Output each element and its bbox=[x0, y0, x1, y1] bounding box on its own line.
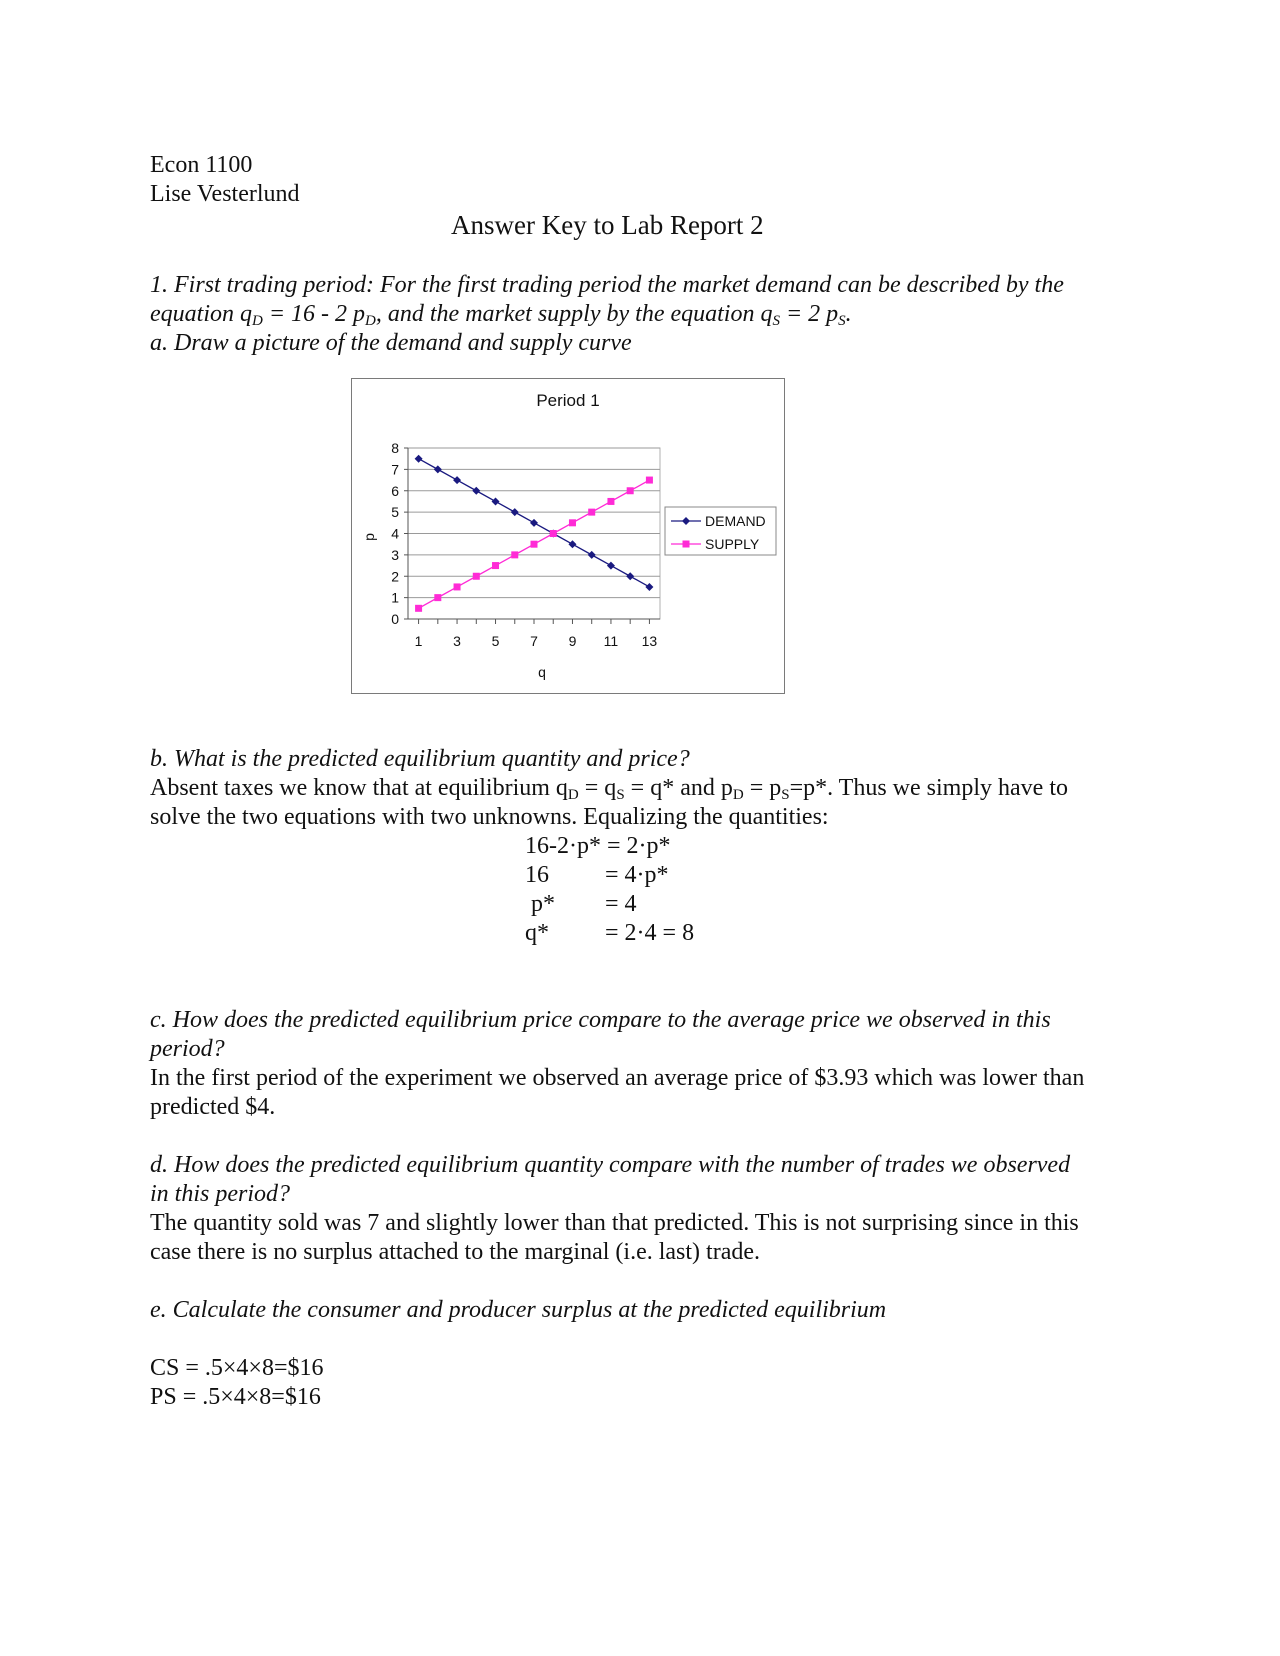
course-name: Econ 1100 bbox=[150, 152, 253, 178]
y-tick-label-3: 3 bbox=[391, 546, 399, 563]
supply-point bbox=[492, 562, 499, 569]
period-1-chart bbox=[351, 378, 785, 694]
supply-point bbox=[473, 573, 480, 580]
supply-point bbox=[607, 498, 614, 505]
part-d-answer-line1: The quantity sold was 7 and slightly lower than that predicted. This is not surprising since in this bbox=[150, 1210, 1079, 1236]
part-a-question: a. Draw a picture of the demand and supply curve bbox=[150, 330, 632, 356]
part-b-answer-line2: solve the two equations with two unknowns. Equalizing the quantities: bbox=[150, 804, 829, 830]
part-e-question: e. Calculate the consumer and producer surplus at the predicted equilibrium bbox=[150, 1297, 887, 1323]
supply-point bbox=[550, 530, 557, 537]
equation-line-4-left: q* bbox=[525, 920, 549, 946]
chart-legend bbox=[665, 507, 776, 555]
part-d-question-line1: d. How does the predicted equilibrium quantity compare with the number of trades we observed bbox=[150, 1152, 1071, 1178]
part-b-question: b. What is the predicted equilibrium quantity and price? bbox=[150, 746, 690, 772]
part-c-answer-line1: In the first period of the experiment we observed an average price of $3.93 which was lower than bbox=[150, 1065, 1085, 1091]
equation-line-2-right: = 4·p* bbox=[605, 862, 669, 888]
supply-point bbox=[434, 594, 441, 601]
equation-line-3-right: = 4 bbox=[605, 891, 637, 917]
supply-point bbox=[588, 509, 595, 516]
legend-supply-marker bbox=[683, 541, 690, 548]
supply-point bbox=[454, 583, 461, 590]
part-c-question-line2: period? bbox=[150, 1036, 225, 1062]
x-axis-label: q bbox=[538, 664, 546, 680]
x-tick-label-9: 9 bbox=[568, 633, 577, 649]
part-b-answer-line1: Absent taxes we know that at equilibrium $q_D = q_S = q*$ and $p_D = p_S=p*$. Thus we simply have to bbox=[150, 775, 1068, 803]
supply-point bbox=[569, 519, 576, 526]
supply-point bbox=[511, 551, 518, 558]
chart-title: Period 1 bbox=[536, 391, 600, 410]
y-tick-label-8: 8 bbox=[391, 440, 399, 456]
supply-point bbox=[646, 477, 653, 484]
supply-point bbox=[415, 605, 422, 612]
equation-line-3-left: p* bbox=[531, 891, 555, 917]
legend-supply-label: SUPPLY bbox=[705, 536, 760, 552]
y-tick-label-2: 2 bbox=[391, 568, 399, 585]
y-tick-label-1: 1 bbox=[391, 589, 399, 606]
x-tick-label-3: 3 bbox=[453, 633, 461, 649]
equation-line-4-right: = 2·4 = 8 bbox=[605, 920, 695, 946]
page-title: Answer Key to Lab Report 2 bbox=[451, 210, 764, 240]
y-tick-label-7: 7 bbox=[391, 461, 399, 478]
part-d-answer-line2: case there is no surplus attached to the marginal (i.e. last) trade. bbox=[150, 1239, 761, 1265]
part-d-question-line2: in this period? bbox=[150, 1181, 291, 1207]
part-c-answer-line2: predicted $4. bbox=[150, 1094, 276, 1120]
x-tick-label-11: 11 bbox=[603, 633, 619, 649]
q1-intro-line2: equation $q_D = 16 - 2$ $p_D$, and the market supply by the equation $q_S = 2$ $p_S$. bbox=[150, 301, 852, 329]
supply-point bbox=[627, 487, 634, 494]
x-tick-label-1: 1 bbox=[414, 633, 423, 649]
x-tick-label-13: 13 bbox=[641, 633, 658, 649]
x-tick-label-7: 7 bbox=[530, 633, 538, 649]
x-tick-label-5: 5 bbox=[491, 633, 500, 649]
chart-canvas bbox=[352, 379, 784, 693]
equation-line-2-left: 16 bbox=[525, 862, 549, 888]
y-tick-label-5: 5 bbox=[391, 504, 399, 521]
instructor-name: Lise Vesterlund bbox=[150, 181, 300, 207]
part-c-question-line1: c. How does the predicted equilibrium price compare to the average price we observed in this bbox=[150, 1007, 1051, 1033]
y-axis-label: p bbox=[361, 533, 377, 541]
y-tick-label-0: 0 bbox=[391, 611, 399, 627]
q1-intro-line1: 1. First trading period: For the first trading period the market demand can be described by the bbox=[150, 272, 1064, 298]
equation-line-1: 16-2·p* = 2·p* bbox=[525, 833, 671, 859]
y-tick-label-4: 4 bbox=[391, 525, 399, 542]
consumer-surplus: CS = .5×4×8=$16 bbox=[150, 1355, 324, 1381]
legend-demand-label: DEMAND bbox=[705, 513, 766, 529]
producer-surplus: PS = .5×4×8=$16 bbox=[150, 1384, 321, 1410]
y-tick-label-6: 6 bbox=[391, 482, 399, 499]
supply-point bbox=[531, 541, 538, 548]
